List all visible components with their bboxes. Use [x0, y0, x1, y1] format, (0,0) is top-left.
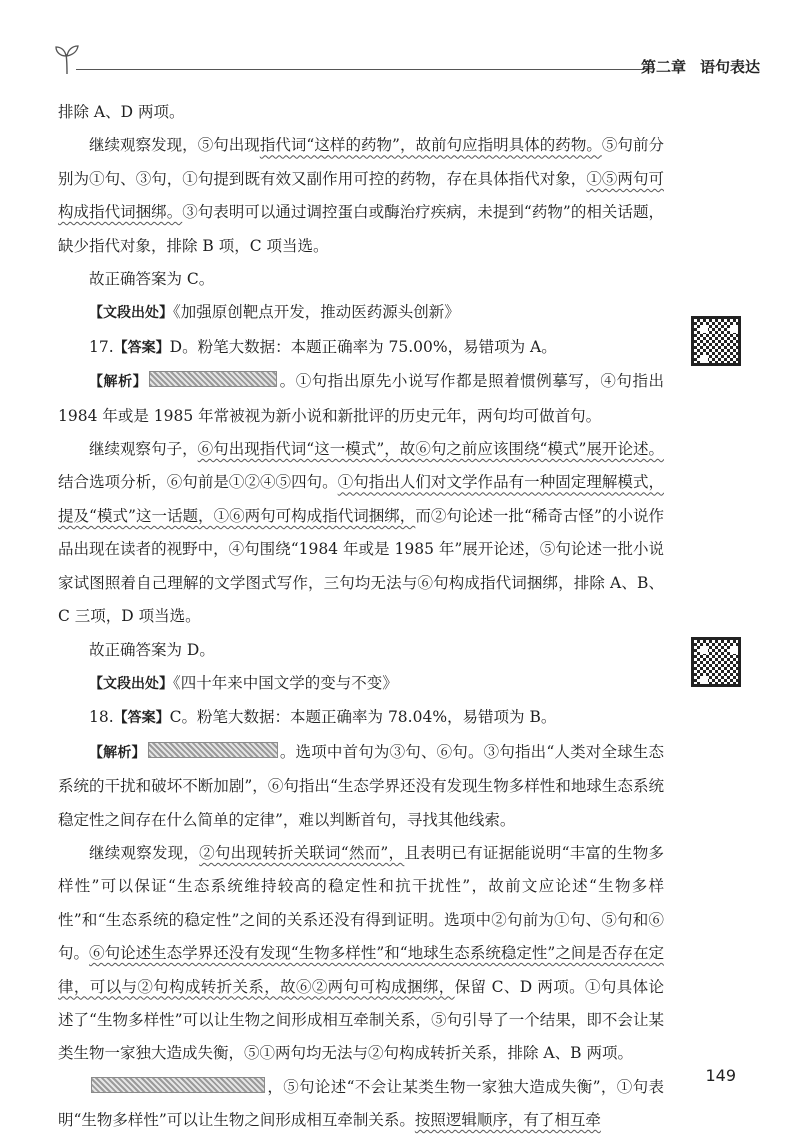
page-header — [40, 44, 760, 84]
redacted-hint — [149, 371, 277, 387]
analysis-18: 【解析】 。选项中首句为③句、⑥句。③句指出“人类对全球生态系统的干扰和破坏不断加剧”，⑥句指出“生态学界还没有发现生物多样性和地球生态系统稳定性之间存在什么简单的定律”，难以判断首句，寻找其他线索。 — [58, 742, 664, 829]
paragraph-18-order: ，⑤句论述“不会让某类生物一家独大造成失衡”，①句表明“生物多样性”可以让生物之间形成相互牵制关系。按照逻辑顺序，有了相互牵 — [58, 1077, 664, 1130]
source-16: 【文段出处】《加强原创靶点开发，推动医药源头创新》 — [89, 303, 460, 322]
answer-line-16: 故正确答案为 C。 — [89, 270, 215, 289]
redacted-hint — [91, 1077, 265, 1093]
chapter-number: 第二章 — [640, 58, 686, 76]
paragraph-1: 排除 A、D 两项。 — [58, 103, 185, 121]
paragraph-18-detail: 继续观察发现，②句出现转折关联词“然而”，且表明已有证据能说明“丰富的生物多样性”可以保证“生态系统维持较高的稳定性和抗干扰性”，故前文应论述“生物多样性”和“生态系统的稳定性”之间的关系还没有得到证明。选项中②句前为①句、⑤句和⑥句。⑥句论述生态学界还没有发现“生物多样性”和“地球生态系统稳定性”之间是否存在定律，可以与②句构成转折关系，故⑥②两句可构成捆绑，保留 C、D 两项。①句具体论述了“生物多样性”可以让生物之间形成相互牵制关系，⑤句引导了一个结果，即不会让某类生物一家独大造成失衡，⑤①两句均无法与②句构成转折关系，排除 A、B 两项。 — [58, 843, 664, 1063]
sprout-icon — [54, 44, 80, 76]
answer-17: 17.【答案】D。粉笔大数据：本题正确率为 75.00%，易错项为 A。 — [89, 337, 557, 356]
redacted-hint — [148, 742, 278, 758]
answer-line-17: 故正确答案为 D。 — [89, 640, 215, 659]
chapter-heading — [627, 56, 760, 77]
answer-18: 18.【答案】C。粉笔大数据：本题正确率为 78.04%，易错项为 B。 — [89, 708, 557, 727]
explanation-body — [58, 96, 664, 1138]
header-rule — [76, 69, 644, 70]
paragraph-17-detail: 继续观察句子，⑥句出现指代词“这一模式”，故⑥句之前应该围绕“模式”展开论述。结合选项分析，⑥句前是①②④⑤四句。①句指出人们对文学作品有一种固定理解模式，提及“模式”这一话题，①⑥两句可构成指代词捆绑，而②句论述一批“稀奇古怪”的小说作品出现在读者的视野中，④句围绕“1984 年或是 1985 年”展开论述，⑤句论述一批小说家试图照着自己理解的文学图式写作，三句均无法与⑥句构成指代词捆绑，排除 A、B、C 三项，D 项当选。 — [58, 440, 664, 626]
page-number: 149 — [705, 1066, 736, 1085]
paragraph-2: 继续观察发现，⑤句出现指代词“这样的药物”，故前句应指明具体的药物。⑤句前分别为①句、③句，①句提到既有效又副作用可控的药物，存在具体指代对象，①⑤两句可构成指代词捆绑。③句表明可以通过调控蛋白或酶治疗疾病，未提到“药物”的相关话题，缺少指代对象，排除 B 项，C 项当选。 — [58, 136, 664, 255]
chapter-title: 语句表达 — [699, 58, 760, 76]
source-17: 【文段出处】《四十年来中国文学的变与不变》 — [89, 673, 398, 692]
qr-code-18[interactable] — [691, 637, 741, 687]
analysis-17: 【解析】 。①句指出原先小说写作都是照着惯例摹写，④句指出 1984 年或是 1985 年常被视为新小说和新批评的历史元年，两句均可做首句。 — [58, 372, 664, 425]
qr-code-17[interactable] — [691, 316, 741, 366]
